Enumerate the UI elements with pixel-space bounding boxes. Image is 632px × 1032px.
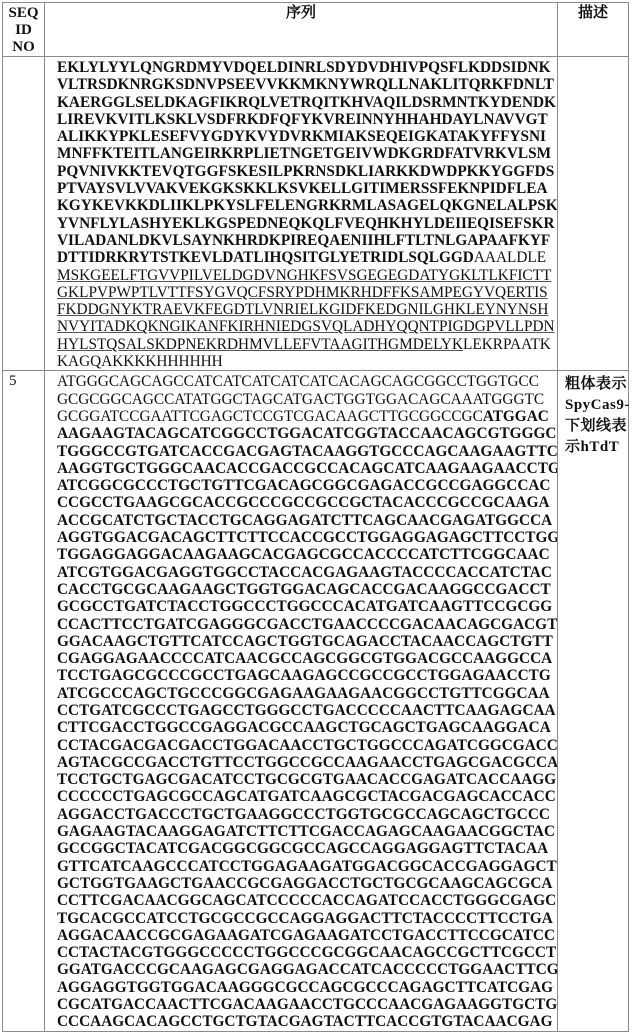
- sequence-line: [57, 771, 557, 788]
- bold-segment: ATCGGCGCCCTGCTGTTCGACAGCGGCGAGACCGCCGAGGCCAC: [57, 477, 550, 494]
- sequence-line: [57, 494, 557, 511]
- sequence-line: [57, 737, 557, 754]
- bold-segment: CCTACTACGTGGGCCCCCTGGCCCGCGGCAACAGCCGCTTCGCCT: [57, 944, 556, 961]
- sequence-line: [57, 284, 557, 301]
- sequence-line: [57, 996, 557, 1013]
- header-seq-id: SEQ ID NO: [3, 3, 45, 57]
- sequence-line: [57, 633, 557, 650]
- sequence-line: [57, 477, 557, 494]
- bold-segment: CCTACGACGACGACCTGGACAACCTGCTGGCCCAGATCGGCGACC: [57, 737, 558, 754]
- bold-segment: ACCGCATCTGCTACCTGCAGGAGATCTTCAGCAACGAGATGGCCA: [57, 512, 552, 529]
- sequence-line: [57, 512, 557, 529]
- description-cell: 粗体表示 SpyCas9- 下划线表 示hTdT: [558, 371, 629, 1031]
- sequence-line: [57, 76, 557, 93]
- bold-segment: GGACAAGCTGTTCATCCAGCTGGTGCAGACCTACAACCAGCTGTT: [57, 633, 553, 650]
- sequence-line: [57, 979, 557, 996]
- bold-segment: PTVAYSVLVVAKVEKGKSKKLKSVKELLGITIMERSSFEKNPIDFLEA: [57, 180, 548, 197]
- seq-id-cell: 5: [3, 371, 45, 1031]
- sequence-line: [57, 754, 557, 771]
- sequence-cell: [45, 57, 558, 371]
- sequence-line: [57, 145, 557, 162]
- bold-segment: KAERGGLSELDKAGFIKRQLVETRQITKHVAQILDSRMNTKYDENDK: [57, 94, 556, 111]
- header-description: 描述: [558, 3, 629, 57]
- sequence-line: [57, 197, 557, 214]
- sequence-line: [57, 163, 557, 180]
- bold-segment: GCTGGTGAAGCTGAACCGCGAGGACCTGCTGCGCAAGCAGCGCA: [57, 875, 552, 892]
- sequence-line: [57, 425, 557, 442]
- bold-segment: GCCGGCTACATCGACGGCGGCGCCAGCCAGGAGGAGTTCTACAA: [57, 840, 548, 857]
- sequence-line: [57, 373, 557, 390]
- bold-segment: GAGAAGTACAAGGAGATCTTCTTCGACCAGAGCAAGAACGGCTAC: [57, 823, 555, 840]
- sequence-line: [57, 232, 557, 249]
- sequence-line: [57, 353, 557, 370]
- sequence-line: [57, 806, 557, 823]
- plain-segment: GCGCGGCAGCCATATGGCTAGCATGACTGGTGGACAGCAAATGGGTC: [57, 391, 544, 408]
- sequence-line: [57, 875, 557, 892]
- bold-segment: CCTGATCGCCCTGAGCCTGGGCCTGACCCCCAACTTCAAGAGCAA: [57, 702, 556, 719]
- bold-segment: CCCAAGCACAGCCTGCTGTACGAGTACTTCACCGTGTACAACGAG: [57, 1013, 552, 1030]
- sequence-line: [57, 910, 557, 927]
- bold-segment: TCCTGCTGAGCGACATCCTGCGCGTGAACACCGAGATCACCAAGG: [57, 771, 556, 788]
- sequence-line: [57, 616, 557, 633]
- bold-segment: CTTCGACCTGGCCGAGGACGCCAAGCTGCAGCTGAGCAAGGACA: [57, 719, 551, 736]
- bold-segment: GGATGACCCGCAAGAGCGAGGAGACCATCACCCCCTGGAACTTCG: [57, 961, 558, 978]
- bold-segment: EKLYLYYLQNGRDMYVDQELDINRLSDYDVDHIVPQSFLKDDSIDNK: [57, 59, 551, 76]
- bold-segment: CCTTCGACAACGGCAGCATCCCCCACCAGATCCACCTGGGCGAGC: [57, 892, 556, 909]
- sequence-line: [57, 546, 557, 563]
- sequence-line: [57, 581, 557, 598]
- seq-id-cell: [3, 57, 45, 371]
- bold-segment: ALIKKYPKLESEFVYGDYKVYDVRKMIAKSEQEIGKATAKYFFYSNI: [57, 128, 546, 145]
- sequence-line: [57, 267, 557, 284]
- sequence-line: [57, 1013, 557, 1030]
- sequence-line: [57, 318, 557, 335]
- sequence-line: [57, 598, 557, 615]
- sequence-line: [57, 249, 557, 266]
- header-sequence: 序列: [45, 3, 558, 57]
- plain-segment: LEKRPAATK: [463, 336, 551, 353]
- sequence-cell: [45, 371, 558, 1031]
- sequence-line: [57, 944, 557, 961]
- bold-segment: TGGAGGAGGACAAGAAGCACGAGCGCCACCCCATCTTCGGCAAC: [57, 546, 550, 563]
- bold-segment: TGGGCCGTGATCACCGACGAGTACAAGGTGCCCAGCAAGAAGTTC: [57, 443, 558, 460]
- plain-segment: GCGGATCCGAATTCGAGCTCCGTCGACAAGCTTGCGGCCGC: [57, 408, 483, 425]
- sequence-line: [57, 460, 557, 477]
- bold-segment: CCACTTCCTGATCGAGGGCGACCTGAACCCCGACAACAGCGACGT: [57, 616, 557, 633]
- bold-segment: AAGGTGCTGGGCAACACCGACCGCCACAGCATCAAGAAGAACCTG: [57, 460, 558, 477]
- bold-segment: CCGCCTGAAGCGCACCGCCCGCCGCCGCTACACCCGCCGCAAGA: [57, 494, 550, 511]
- table-row: [3, 57, 629, 371]
- sequence-line: [57, 180, 557, 197]
- sequence-line: [57, 702, 557, 719]
- bold-segment: YVNFLYLASHYEKLKGSPEDNEQKQLFVEQHKHYLDEIIEQISEFSKR: [57, 215, 555, 232]
- plain-segment: ATGGGCAGCAGCCATCATCATCATCATCACAGCAGCGGCCTGGTGCC: [57, 373, 539, 390]
- bold-segment: CCCCCCTGAGCGCCAGCATGATCAAGCGCTACGACGAGCACCACC: [57, 788, 556, 805]
- sequence-line: [57, 719, 557, 736]
- sequence-line: [57, 858, 557, 875]
- sequence-line: [57, 823, 557, 840]
- bold-segment: CACCTGCGCAAGAAGCTGGTGGACAGCACCGACAAGGCCGACCT: [57, 581, 551, 598]
- bold-segment: GCGCCTGATCTACCTGGCCCTGGCCCACATGATCAAGTTCCGCGG: [57, 598, 552, 615]
- underlined-segment: NVYITADKQKNGIKANFKIRHNIEDGSVQLADHYQQNTPIGDGPVLLPDN: [57, 318, 555, 335]
- bold-segment: ATGGAC: [483, 408, 549, 425]
- sequence-line: [57, 529, 557, 546]
- bold-segment: PQVNIVKKTEVQTGGFSKESILPKRNSDKLIARKKDWDPKKYGGFDS: [57, 163, 554, 180]
- sequence-table: [2, 2, 629, 1032]
- underlined-segment: GKLPVPWPTLVTTFSYGVQCFSRYPDHMKRHDFFKSAMPEGYVQERTIS: [57, 284, 548, 301]
- table-row: [3, 371, 629, 1031]
- sequence-line: [57, 59, 557, 76]
- bold-segment: AGTACGCCGACCTGTTCCTGGCCGCCAAGAACCTGAGCGACGCCA: [57, 754, 558, 771]
- underlined-segment: FKDDGNYKTRAEVKFEGDTLVNRIELKGIDFKEDGNILGHKLEYNYNSH: [57, 301, 548, 318]
- sequence-line: [57, 443, 557, 460]
- plain-segment: AAALDLE: [474, 249, 546, 266]
- bold-segment: AGGTGGACGACAGCTTCTTCCACCGCCTGGAGGAGAGCTTCCTGG: [57, 529, 558, 546]
- sequence-line: [57, 391, 557, 408]
- bold-segment: ATCGTGGACGAGGTGGCCTACCACGAGAAGTACCCCACCATCTAC: [57, 564, 552, 581]
- sequence-line: [57, 840, 557, 857]
- bold-segment: AAGAAGTACAGCATCGGCCTGGACATCGGTACCAACAGCGTGGGC: [57, 425, 556, 442]
- bold-segment: KGYKEVKKDLIIKLPKYSLFELENGRKRMLASAGELQKGNELALPSK: [57, 197, 558, 214]
- plain-segment: KAGQAKKKKHHHHHH: [57, 353, 223, 370]
- bold-segment: GTTCATCAAGCCCATCCTGGAGAAGATGGACGGCACCGAGGAGCT: [57, 858, 557, 875]
- sequence-line: [57, 667, 557, 684]
- underlined-segment: HYLSTQSALSKDPNEKRDHMVLLEFVTAAGITHGMDELYK: [57, 336, 463, 353]
- sequence-line: [57, 94, 557, 111]
- sequence-line: [57, 650, 557, 667]
- bold-segment: CGCATGACCAACTTCGACAAGAACCTGCCCAACGAGAAGGTGCTG: [57, 996, 557, 1013]
- sequence-line: [57, 408, 557, 425]
- sequence-line: [57, 564, 557, 581]
- underlined-segment: MSKGEELFTGVVPILVELDGDVNGHKFSVSGEGEGDATYGKLTLKFICTT: [57, 267, 551, 284]
- bold-segment: AGGACAACCGCGAGAAGATCGAGAAGATCCTGACCTTCCGCATCC: [57, 927, 555, 944]
- bold-segment: TCCTGAGCGCCCGCCTGAGCAAGAGCCGCCGCCTGGAGAACCTG: [57, 667, 551, 684]
- sequence-line: [57, 111, 557, 128]
- sequence-line: [57, 685, 557, 702]
- sequence-line: [57, 301, 557, 318]
- sequence-line: [57, 336, 557, 353]
- bold-segment: CGAGGAGAACCCCATCAACGCCAGCGGCGTGGACGCCAAGGCCA: [57, 650, 552, 667]
- sequence-line: [57, 927, 557, 944]
- sequence-line: [57, 215, 557, 232]
- sequence-line: [57, 128, 557, 145]
- bold-segment: AGGACCTGACCCTGCTGAAGGCCCTGGTGCGCCAGCAGCTGCCC: [57, 806, 550, 823]
- sequence-line: [57, 961, 557, 978]
- description-cell: [558, 57, 629, 371]
- bold-segment: MNFFKTEITLANGEIRKRPLIETNGETGEIVWDKGRDFATVRKVLSM: [57, 145, 551, 162]
- bold-segment: VILADANLDKVLSAYNKHRDKPIREQAENIIHLFTLTNLGAPAAFKYF: [57, 232, 550, 249]
- bold-segment: ATCGCCCAGCTGCCCGGCGAGAAGAAGAACGGCCTGTTCGGCAA: [57, 685, 550, 702]
- bold-segment: AGGAGGTGGTGGACAAGGGCGCCAGCGCCCAGAGCTTCATCGAG: [57, 979, 553, 996]
- sequence-line: [57, 788, 557, 805]
- bold-segment: LIREVKVITLKSKLVSDFRKDFQFYKVREINNYHHAHDAYLNAVVGT: [57, 111, 548, 128]
- bold-segment: VLTRSDKNRGKSDNVPSEEVVKKMKNYWRQLLNAKLITQRKFDNLT: [57, 76, 554, 93]
- sequence-line: [57, 892, 557, 909]
- bold-segment: TGCACGCCATCCTGCGCCGCCAGGAGGACTTCTACCCCTTCCTGA: [57, 910, 553, 927]
- header-row: [3, 3, 629, 57]
- bold-segment: DTTIDRKRYTSTKEVLDATLIHQSITGLYETRIDLSQLGGD: [57, 249, 474, 266]
